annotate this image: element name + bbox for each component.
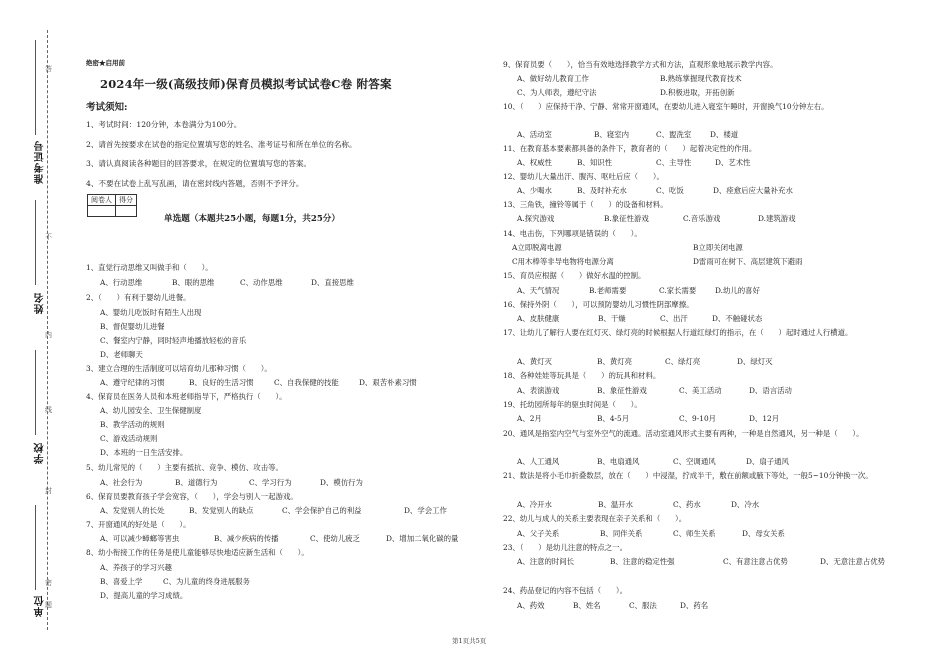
margin-char: 线 bbox=[45, 406, 52, 414]
option: A、父子关系 bbox=[517, 529, 560, 538]
question-24: 24、药品登记的内容不包括（ ）。 bbox=[503, 586, 627, 595]
question-14: 14、电击伤，下列哪项是错误的（ ）。 bbox=[503, 229, 642, 238]
school-line bbox=[35, 350, 36, 435]
option: A、行动思维 bbox=[100, 278, 143, 287]
question-4: 4、保育员在医务人员和本班老师指导下，严格执行（ ）。 bbox=[86, 392, 287, 401]
page-title: 2024年一级(高级技师)保育员模拟考试试卷C卷 附答案 bbox=[100, 77, 392, 91]
option: A、表演游戏 bbox=[517, 386, 560, 395]
option: A、人工通风 bbox=[517, 457, 560, 466]
notice-item: 3、请认真阅读各种题目的回答要求，在规定的位置填写您的答案。 bbox=[86, 159, 312, 168]
option: D、扇子通风 bbox=[746, 457, 789, 466]
option: A、婴幼儿吃饭时有陌生人出现 bbox=[100, 308, 202, 317]
option: D、增加二氧化碳的量 bbox=[386, 534, 459, 543]
question-6: 6、保育员要教育孩子学会宽容，（ ），学会与别人一起游戏。 bbox=[86, 492, 298, 501]
page-footer: 第1页共5页 bbox=[452, 637, 487, 645]
option: B、教学活动的规则 bbox=[100, 420, 165, 429]
unit-line bbox=[35, 505, 36, 590]
option: C、吃饭 bbox=[656, 186, 684, 195]
option: C、师生关系 bbox=[673, 529, 716, 538]
margin-char: 答 bbox=[45, 65, 52, 73]
option: B、发觉别人的缺点 bbox=[189, 506, 254, 515]
option: C、药水 bbox=[673, 500, 701, 509]
option: B.象征性游戏 bbox=[604, 214, 649, 223]
unit-label: 单位 bbox=[35, 595, 46, 617]
margin-char: 内 bbox=[45, 331, 52, 339]
question-21: 21、数法是将小毛巾折叠数层，放在（ ）中浸湿，拧成半干，敷在前额或腋下等处，一般5~10分钟换一次。 bbox=[503, 471, 873, 480]
option: B.熟练掌握现代教育技术 bbox=[660, 74, 742, 83]
option: D、不触碰状态 bbox=[712, 314, 763, 323]
option: B、黄灯亮 bbox=[597, 357, 632, 366]
option: D.建筑游戏 bbox=[758, 214, 796, 223]
option: A、养孩子的学习兴趣 bbox=[100, 563, 172, 572]
option: B、温开水 bbox=[598, 500, 633, 509]
option: D雷雨可在树下、高层建筑下避雨 bbox=[693, 257, 803, 266]
option: D、提高儿童的学习成绩。 bbox=[100, 591, 188, 600]
option: C、为儿童的终身进展服务 bbox=[163, 577, 250, 586]
option: C、绿灯亮 bbox=[665, 357, 701, 366]
option: C、学会保护自己的利益 bbox=[282, 506, 362, 515]
option: B、喜爱上学 bbox=[100, 577, 143, 586]
notice-item: 1、考试时间：120分钟，本卷满分为100分。 bbox=[86, 120, 242, 129]
option: A、遵守纪律的习惯 bbox=[100, 378, 165, 387]
question-2: 2、（ ）有利于婴幼儿进餐。 bbox=[86, 293, 191, 302]
option: D、直接思维 bbox=[311, 278, 354, 287]
option: C、空调通风 bbox=[673, 457, 716, 466]
option: A、做好幼儿教育工作 bbox=[517, 74, 589, 83]
option: B、同伴关系 bbox=[600, 529, 643, 538]
option: B、4-5月 bbox=[597, 414, 630, 423]
option: B立即关闭电源 bbox=[693, 243, 743, 252]
option: C、自我保健的技能 bbox=[274, 378, 339, 387]
question-15: 15、育员应根据（ ）做好水温的控制。 bbox=[503, 271, 646, 280]
question-3: 3、建立合理的生活制度可以培育幼儿那种习惯（ ）。 bbox=[86, 364, 272, 373]
school-label: 学校 bbox=[35, 442, 46, 464]
question-11: 11、在教育基本要素都具备的条件下，教育者的（ ）起着决定性的作用。 bbox=[503, 144, 757, 153]
option: A、2月 bbox=[517, 414, 542, 423]
notice-item: 2、请首先按要求在试卷的指定位置填写您的姓名、准考证号和所在单位的名称。 bbox=[86, 140, 357, 149]
grader-input-cell[interactable] bbox=[88, 206, 116, 217]
option: C.家长需要 bbox=[659, 286, 697, 295]
option: D.幼儿的喜好 bbox=[715, 286, 760, 295]
margin-char: 不 bbox=[45, 233, 52, 241]
option: A、权威性 bbox=[517, 158, 552, 167]
option: A、活动室 bbox=[517, 130, 552, 139]
option: B、眼的思维 bbox=[172, 278, 215, 287]
option: B、电扇通风 bbox=[597, 457, 640, 466]
notice-item: 4、不要在试卷上乱写乱画，请在密封线内答题，否则不予评分。 bbox=[86, 179, 304, 188]
option: B、干燥 bbox=[598, 314, 626, 323]
question-17: 17、让幼儿了解行人要在红灯灭、绿灯亮的时候根据人行道红绿灯的指示，在（ ）起时通过人行横道。 bbox=[503, 328, 853, 337]
admission-number-line bbox=[35, 40, 36, 135]
option: C、餐室内宁静，同时轻声地播放轻松的音乐 bbox=[100, 336, 247, 345]
notice-heading: 考试须知: bbox=[86, 102, 128, 113]
question-18: 18、各种娃娃等玩具是（ ）的玩具和材料。 bbox=[503, 371, 661, 380]
option: A立即脱离电源 bbox=[512, 243, 562, 252]
option: C、主导性 bbox=[656, 158, 692, 167]
option: D、模仿行为 bbox=[320, 478, 363, 487]
grader-cell: 阅卷人 bbox=[88, 195, 116, 206]
option: B、注意的稳定性强 bbox=[610, 557, 675, 566]
option: D、冷水 bbox=[731, 500, 760, 509]
option: A、幼儿园安全、卫生保健制度 bbox=[100, 406, 202, 415]
option: C.音乐游戏 bbox=[683, 214, 721, 223]
option: A、发觉别人的长处 bbox=[100, 506, 165, 515]
binding-margin bbox=[0, 0, 72, 671]
option: D、老师聊天 bbox=[100, 350, 143, 359]
option: A、社会行为 bbox=[100, 478, 143, 487]
question-19: 19、托幼园所每年的驱虫时间是（ ）。 bbox=[503, 400, 642, 409]
option: C、使幼儿疲乏 bbox=[310, 534, 360, 543]
option: A、黄灯灭 bbox=[517, 357, 552, 366]
option: B、减少疾病的传播 bbox=[214, 534, 279, 543]
question-23: 23、（ ）是幼儿注意的特点之一。 bbox=[503, 543, 627, 552]
question-8: 8、幼小衔接工作的任务是使儿童能够尽快地适应新生活和（ ）。 bbox=[86, 548, 309, 557]
option: C、学习行为 bbox=[249, 478, 292, 487]
name-line bbox=[35, 200, 36, 285]
option: C、为人师表，遵纪守法 bbox=[517, 88, 597, 97]
question-22: 22、幼儿与成人的关系主要表现在亲子关系和（ ）。 bbox=[503, 514, 687, 523]
option: B、道德行为 bbox=[175, 478, 218, 487]
score-input-cell[interactable] bbox=[116, 206, 137, 217]
question-20: 20、通风是指室内空气与室外空气的流通。活动室通风形式主要有两种，一种是自然通风，另一种是（ ）。 bbox=[503, 429, 864, 438]
option: A、冷开水 bbox=[517, 500, 552, 509]
margin-char: 密 bbox=[45, 579, 52, 587]
option: A.探究游戏 bbox=[517, 214, 555, 223]
option: D、母女关系 bbox=[742, 529, 785, 538]
margin-char: 题 bbox=[45, 601, 52, 609]
question-10: 10、（ ）应保持干净、宁静、常常开窗通风，在要幼儿进入寝室午睡时，开窗换气10分钟左右。 bbox=[503, 102, 829, 111]
option: D、本班的一日生活安排。 bbox=[100, 448, 188, 457]
option: B、姓名 bbox=[573, 601, 601, 610]
option: A、天气情况 bbox=[517, 286, 560, 295]
score-cell: 得分 bbox=[116, 195, 137, 206]
option: C、游戏活动规则 bbox=[100, 434, 158, 443]
name-label: 姓名 bbox=[35, 292, 46, 314]
option: C、美工活动 bbox=[679, 386, 722, 395]
secret-mark: 绝密★启用前 bbox=[86, 59, 125, 67]
option: D.积极进取，开拓创新 bbox=[660, 88, 735, 97]
option: D、艰苦朴素习惯 bbox=[359, 378, 417, 387]
option: D、学会工作 bbox=[404, 506, 447, 515]
option: D、痊愈后应大量补充水 bbox=[713, 186, 793, 195]
question-16: 16、保持外阴（ ），可以预防婴幼儿习惯性阴部摩擦。 bbox=[503, 300, 694, 309]
option: C、9-10月 bbox=[679, 414, 717, 423]
option: D、艺术性 bbox=[715, 158, 751, 167]
option: B.老师需要 bbox=[589, 286, 627, 295]
option: C、服法 bbox=[629, 601, 657, 610]
option: B、象征性游戏 bbox=[597, 386, 647, 395]
option: D、绿灯灭 bbox=[737, 357, 773, 366]
option: B、良好的生活习惯 bbox=[189, 378, 254, 387]
option: A、注意的时间长 bbox=[517, 557, 575, 566]
option: A、药效 bbox=[517, 601, 545, 610]
option: C、有意注意占优势 bbox=[723, 557, 788, 566]
option: D、语言活动 bbox=[749, 386, 792, 395]
question-12: 12、婴幼儿大量出汗、腹泻、呕吐后应（ ）。 bbox=[503, 172, 664, 181]
option: A、少喝水 bbox=[517, 186, 552, 195]
question-1: 1、直觉行动思维又叫做手和（ ）。 bbox=[86, 263, 213, 272]
option: C、动作思维 bbox=[240, 278, 283, 287]
option: D、12月 bbox=[749, 414, 780, 423]
admission-number-label: 准考证号 bbox=[35, 140, 46, 184]
option: D、无意注意占优势 bbox=[820, 557, 886, 566]
question-7: 7、开窗通风的好处是（ ）。 bbox=[86, 520, 191, 529]
question-13: 13、三角铁，撞铃等属于（ ）的设备和材料。 bbox=[503, 200, 668, 209]
option: C用木棒等非导电物将电源分离 bbox=[512, 257, 614, 266]
score-table bbox=[87, 194, 137, 217]
option: D、药名 bbox=[680, 601, 709, 610]
option: D、楼道 bbox=[710, 130, 739, 139]
option: B、督促婴幼儿进餐 bbox=[100, 322, 165, 331]
option: B、及时补充水 bbox=[577, 186, 627, 195]
option: C、盥洗室 bbox=[656, 130, 692, 139]
option: C、出汗 bbox=[660, 314, 688, 323]
option: A、可以减少蟑螂等害虫 bbox=[100, 534, 180, 543]
option: A、皮肤健康 bbox=[517, 314, 560, 323]
section-heading: 单选题（本题共25小题，每题1分，共25分） bbox=[164, 214, 340, 224]
question-5: 5、幼儿常见的（ ）主要有抵抗、竞争、模仿、攻击等。 bbox=[86, 463, 283, 472]
option: B、寝室内 bbox=[594, 130, 629, 139]
question-9: 9、保育员要（ ），恰当有效地选择教学方式和方法，直观形象地展示教学内容。 bbox=[503, 60, 778, 69]
option: B、知识性 bbox=[577, 158, 612, 167]
margin-char: 封 bbox=[45, 487, 52, 495]
